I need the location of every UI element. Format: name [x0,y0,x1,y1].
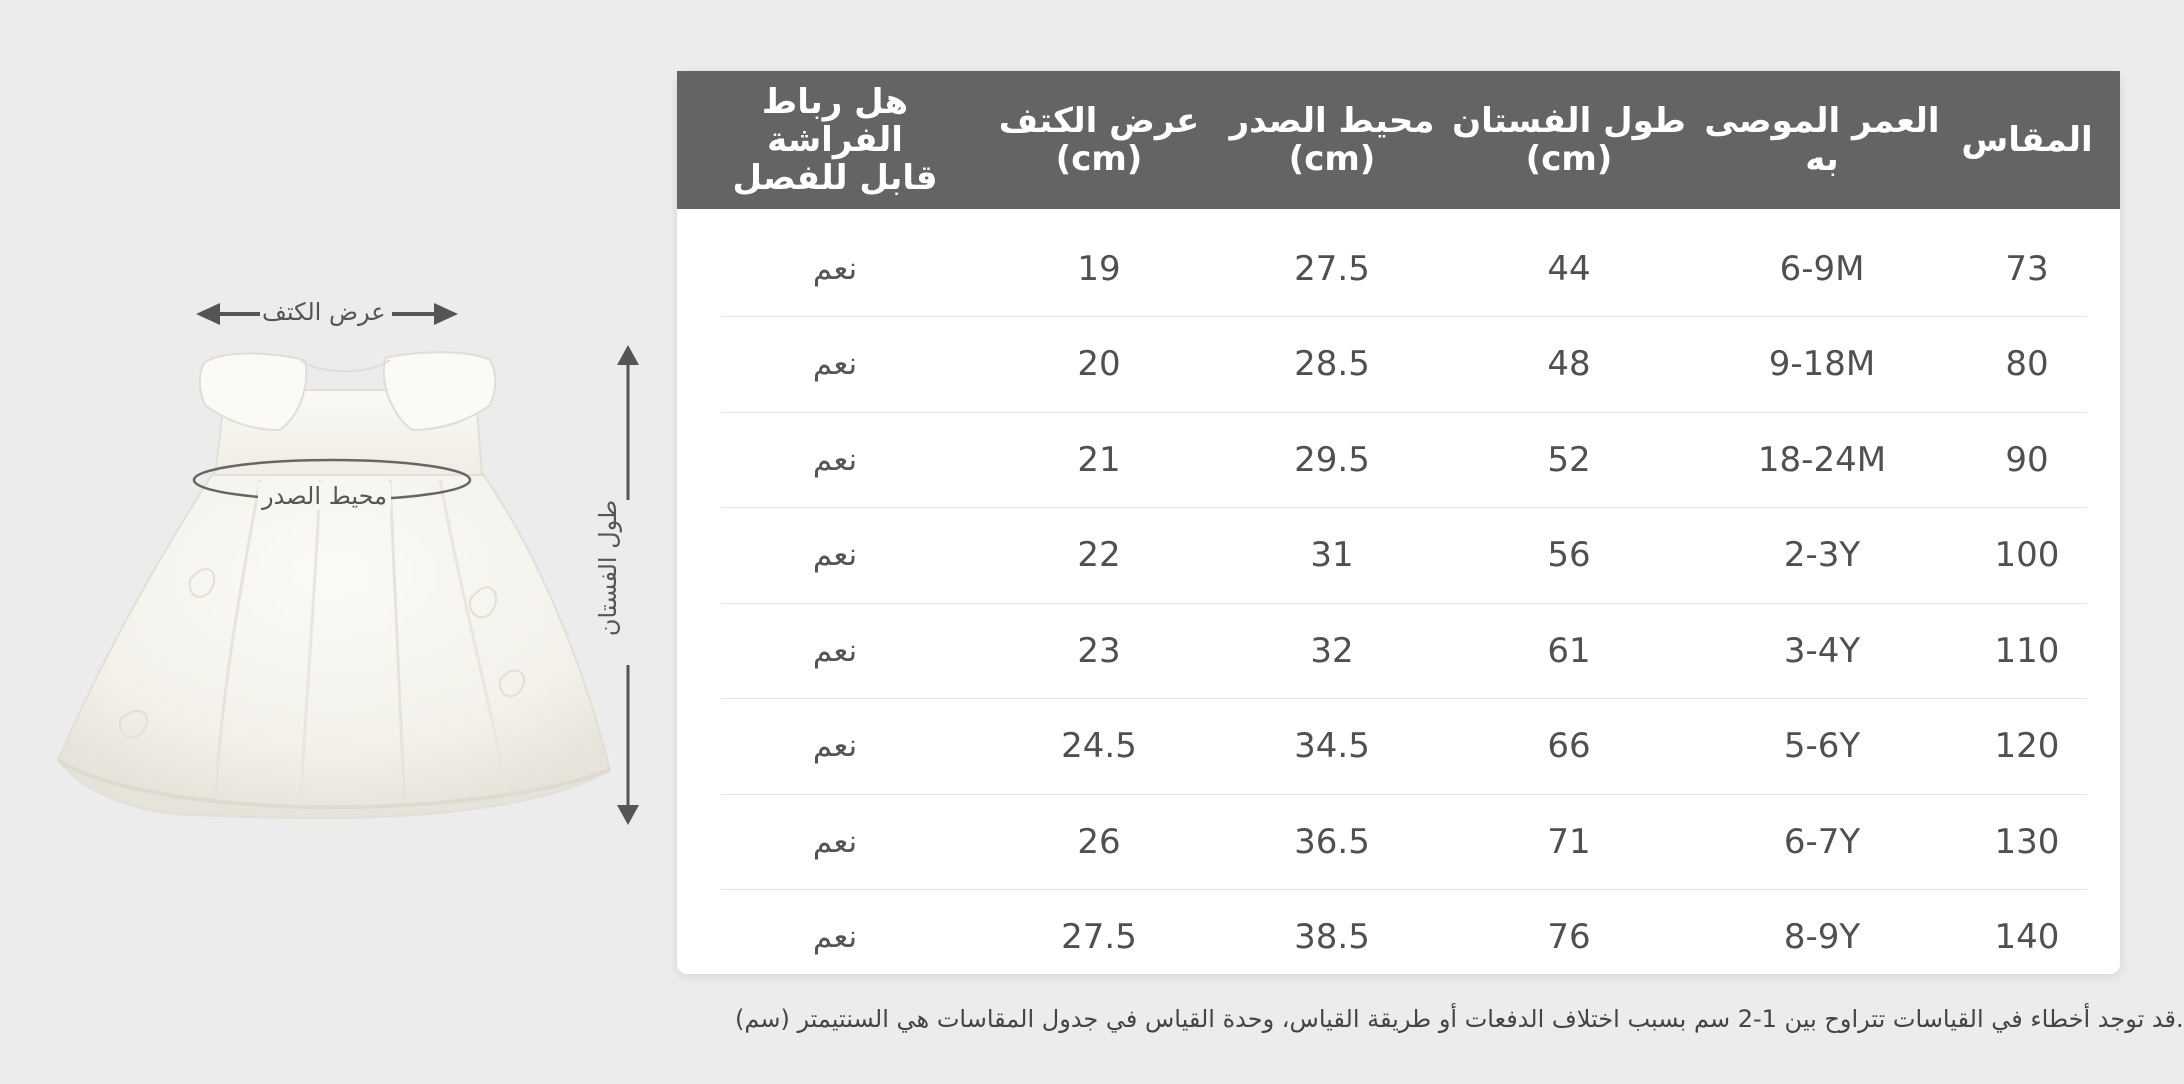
cell-size: 110 [1994,630,2060,671]
cell-age: 5-6Y [1783,726,1861,766]
shoulder-width-label: عرض الكتف [262,298,386,326]
cell-size: 100 [1994,535,2060,575]
cell-size: 80 [2005,344,2049,384]
cell-length: 61 [1547,630,1591,671]
cell-detachable: نعم [812,441,858,478]
cell-length: 71 [1547,821,1591,862]
cell-detachable: نعم [812,728,858,764]
cell-chest: 34.5 [1294,726,1370,766]
cell-shoulder: 22 [1077,535,1121,575]
cell-length: 56 [1547,535,1591,575]
cell-chest: 27.5 [1294,248,1370,289]
cell-shoulder: 20 [1077,344,1121,384]
cell-length: 48 [1547,344,1591,384]
cell-chest: 32 [1310,630,1354,671]
cell-length: 44 [1547,248,1591,289]
cell-age: 8-9Y [1783,917,1861,957]
cell-chest: 36.5 [1294,821,1370,862]
cell-shoulder: 24.5 [1061,726,1137,766]
cell-chest: 38.5 [1294,917,1370,957]
cell-shoulder: 23 [1077,630,1121,671]
cell-age: 9-18M [1768,344,1876,384]
cell-detachable: نعم [812,346,858,382]
dress-length-label: طول الفستان [594,492,622,644]
table-row [721,603,2087,699]
chest-circumference-label: محيط الصدر [258,482,391,510]
cell-age: 18-24M [1757,439,1887,480]
cell-size: 130 [1994,821,2060,862]
cell-size: 140 [1994,917,2060,957]
size-chart-table [677,71,2120,974]
cell-age: 6-7Y [1783,821,1861,862]
cell-age: 6-9M [1779,248,1865,289]
header-chest-circumference: محيط الصدر (cm) [1229,101,1435,179]
cell-age: 3-4Y [1783,630,1861,671]
cell-detachable: نعم [812,250,858,287]
cell-chest: 29.5 [1294,439,1370,480]
header-dress-length: طول الفستان (cm) [1452,101,1686,179]
cell-detachable: نعم [812,823,858,860]
cell-shoulder: 27.5 [1061,917,1137,957]
footnote: قد توجد أخطاء في القياسات تتراوح بين 1-2 سم بسبب اختلاف الدفعات أو طريقة القياس، وحدة القياس في جدول المقاسات هي السنتيمتر (سم). [735,1005,2184,1033]
cell-length: 52 [1547,439,1591,480]
header-recommended-age: العمر الموصى به [1704,101,1940,179]
cell-detachable: نعم [812,919,858,955]
cell-length: 66 [1547,726,1591,766]
cell-shoulder: 21 [1077,439,1121,480]
cell-shoulder: 26 [1077,821,1121,862]
cell-size: 90 [2005,439,2049,480]
table-row [721,890,2087,985]
table-row [721,412,2087,508]
dress-illustration-panel [0,0,680,1080]
cell-shoulder: 19 [1077,248,1121,289]
cell-chest: 31 [1310,535,1354,575]
header-shoulder-width: عرض الكتف (cm) [998,101,1200,179]
dress-illustration [0,0,680,1080]
cell-age: 2-3Y [1783,535,1861,575]
table-row [721,699,2087,795]
cell-size: 120 [1994,726,2060,766]
header-size: المقاس [1961,120,2093,160]
table-row [721,317,2087,413]
table-header [677,71,2120,209]
table-row [721,221,2087,317]
cell-length: 76 [1547,917,1591,957]
cell-detachable: نعم [812,632,858,669]
cell-detachable: نعم [812,537,858,573]
cell-chest: 28.5 [1294,344,1370,384]
table-row [721,794,2087,890]
cell-size: 73 [2005,248,2049,289]
table-row [721,508,2087,604]
header-detachable-bow: هل رباط الفراشة قابل للفصل [732,82,938,198]
